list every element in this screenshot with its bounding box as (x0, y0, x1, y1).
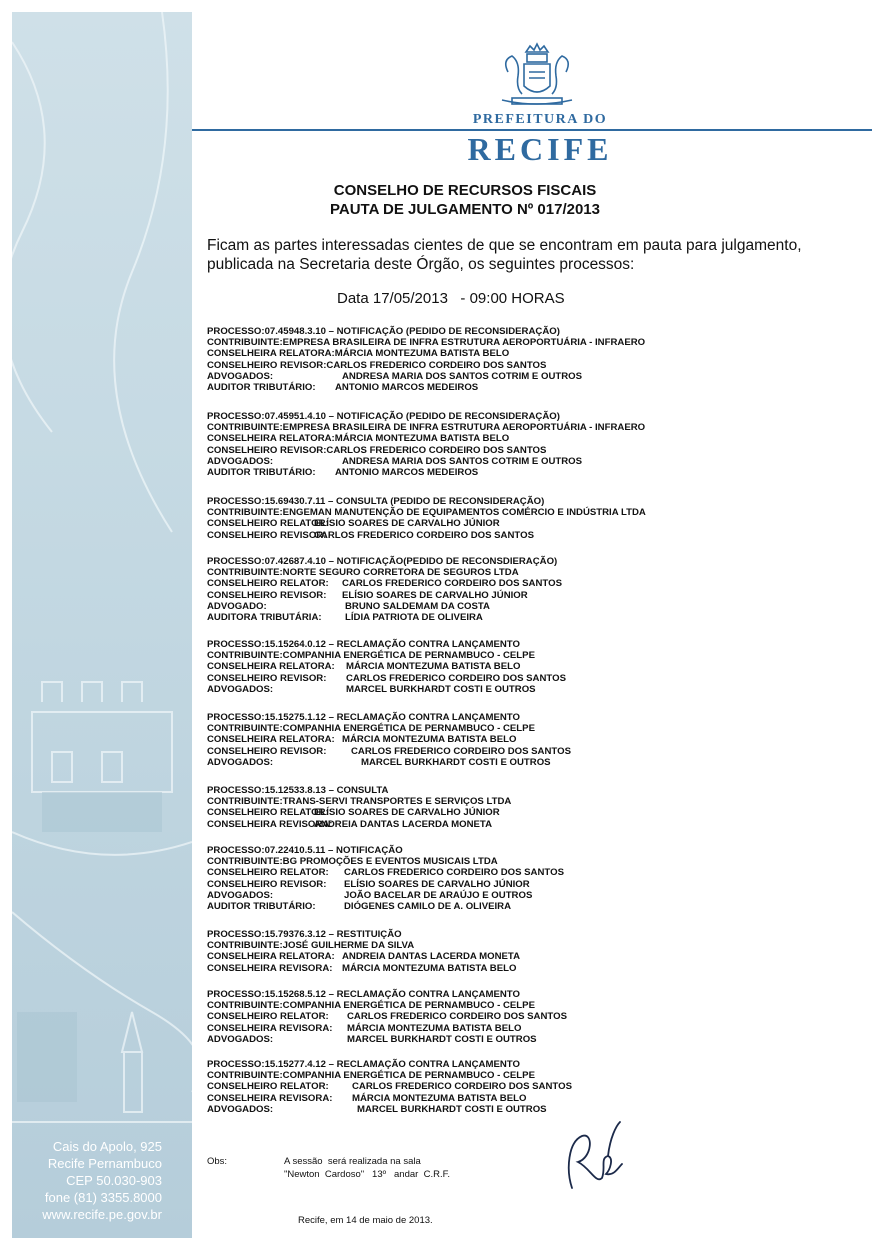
process-field-value: CARLOS FREDERICO CORDEIRO DOS SANTOS (347, 1011, 567, 1023)
process-detail-row (207, 601, 557, 612)
process-detail-row (207, 734, 520, 745)
address-street: Cais do Apolo, 925 (52, 1139, 162, 1154)
process-detail-row (207, 962, 517, 974)
process-field-label: CONSELHEIRA RELATORA: (207, 734, 335, 746)
process-field-label: CONSELHEIRO REVISOR:CARLOS FREDERICO CORDEIRO DOS SANTOS (207, 359, 547, 371)
process-title: PROCESSO:15.15268.5.12 – RECLAMAÇÃO CONTRA LANÇAMENTO (207, 989, 520, 1000)
process-detail-row (207, 951, 521, 963)
process-detail-row (207, 518, 544, 529)
intro-line-2: publicada na Secretaria deste Órgão, os seguintes processos: (207, 256, 635, 273)
process-field-value: CARLOS FREDERICO CORDEIRO DOS SANTOS (346, 672, 566, 684)
process-field-value: MARCEL BURKHARDT COSTI E OUTROS (347, 1033, 537, 1045)
sidebar-panel (12, 12, 192, 1238)
process-detail-row (207, 1081, 572, 1093)
coat-of-arms-logo (496, 42, 578, 110)
process-field-label: CONTRIBUINTE:EMPRESA BRASILEIRA DE INFRA ESTRUTURA AEROPORTUÁRIA - INFRAERO (207, 422, 646, 434)
process-field-value: MARCEL BURKHARDT COSTI E OUTROS (357, 1103, 547, 1115)
process-field-value: MÁRCIA MONTEZUMA BATISTA BELO (347, 1022, 522, 1034)
brand-recife: RECIFE (467, 131, 613, 167)
process-detail-row (207, 612, 557, 623)
process-field-value: MÁRCIA MONTEZUMA BATISTA BELO (342, 962, 517, 974)
handwritten-signature (562, 1118, 626, 1196)
process-detail-row (207, 807, 500, 819)
process-detail-row (207, 530, 544, 541)
process-field-label: AUDITOR TRIBUTÁRIO: (207, 900, 316, 912)
process-detail-row (207, 1070, 535, 1082)
process-field-label: ADVOGADO: (207, 600, 267, 612)
process-title: PROCESSO:15.79376.3.12 – RESTITUIÇÃO (207, 929, 402, 940)
process-field-label: ADVOGADOS: (207, 1103, 274, 1115)
process-field-label: ADVOGADOS: (207, 756, 274, 768)
process-field-value: ANTONIO MARCOS MEDEIROS (335, 381, 479, 393)
process-field-label: ADVOGADOS: (207, 683, 274, 695)
process-field-label: ADVOGADOS: (207, 455, 274, 467)
process-detail-row (207, 422, 646, 434)
process-field-label: CONSELHEIRA REVISORA: (207, 962, 333, 974)
process-field-label: CONTRIBUINTE:TRANS-SERVI TRANSPORTES E SERVIÇOS LTDA (207, 796, 512, 808)
process-field-value: ANTONIO MARCOS MEDEIROS (335, 466, 479, 478)
process-field-label: CONTRIBUINTE:COMPANHIA ENERGÉTICA DE PERNAMBUCO - CELPE (207, 1000, 535, 1012)
process-field-label: AUDITORA TRIBUTÁRIA: (207, 611, 322, 623)
process-detail-row (207, 756, 551, 768)
process-detail-row (207, 1092, 527, 1104)
process-field-value: LÍDIA PATRIOTA DE OLIVEIRA (345, 611, 483, 623)
process-field-label: CONSELHEIRO REVISOR: (207, 672, 327, 684)
process-title: PROCESSO:15.69430.7.11 – CONSULTA (PEDIDO DE RECONSIDERAÇÃO) (207, 496, 545, 507)
process-item (207, 989, 567, 1045)
process-field-value: CARLOS FREDERICO CORDEIRO DOS SANTOS (314, 529, 534, 541)
process-field-label: AUDITOR TRIBUTÁRIO: (207, 381, 316, 393)
process-item (207, 929, 521, 974)
process-field-value: MÁRCIA MONTEZUMA BATISTA BELO (346, 661, 521, 673)
process-field-value: JOÃO BACELAR DE ARAÚJO E OUTROS (344, 889, 533, 901)
process-detail-row (207, 1000, 535, 1012)
process-title: PROCESSO:15.15275.1.12 – RECLAMAÇÃO CONTRA LANÇAMENTO (207, 712, 520, 723)
process-title: PROCESSO:07.42687.4.10 – NOTIFICAÇÃO(PEDIDO DE RECONSDIERAÇÃO) (207, 556, 558, 567)
process-field-value: MARCEL BURKHARDT COSTI E OUTROS (361, 756, 551, 768)
process-field-label: CONSELHEIRO RELATOR: (207, 1011, 329, 1023)
process-field-value: MÁRCIA MONTEZUMA BATISTA BELO (352, 1092, 527, 1104)
process-field-value: ELÍSIO SOARES DE CARVALHO JÚNIOR (314, 807, 500, 819)
process-detail-row (207, 672, 566, 684)
process-field-value: ELÍSIO SOARES DE CARVALHO JÚNIOR (344, 878, 530, 890)
process-field-label: CONSELHEIRO RELATOR: (207, 578, 329, 590)
process-title: PROCESSO:15.12533.8.13 – CONSULTA (207, 785, 389, 796)
obs-line-2: "Newton Cardoso" 13º andar C.R.F. (284, 1169, 450, 1180)
process-title: PROCESSO:07.45948.3.10 – NOTIFICAÇÃO (PEDIDO DE RECONSIDERAÇÃO) (207, 326, 560, 337)
city-watermark-illustration (12, 12, 192, 1238)
process-field-label: CONSELHEIRO REVISOR: (207, 589, 327, 601)
process-detail-row (207, 867, 564, 879)
process-field-label: CONSELHEIRO RELATOR: (207, 867, 329, 879)
process-field-value: ANDREIA DANTAS LACERDA MONETA (314, 818, 493, 830)
process-detail-row (207, 370, 583, 382)
intro-paragraph (207, 236, 847, 274)
process-item (207, 845, 564, 912)
process-item (207, 496, 646, 541)
process-detail-row (207, 590, 557, 601)
process-field-label: CONSELHEIRA RELATORA:MÁRCIA MONTEZUMA BATISTA BELO (207, 433, 510, 445)
process-title: PROCESSO:15.15264.0.12 – RECLAMAÇÃO CONTRA LANÇAMENTO (207, 639, 520, 650)
process-title: PROCESSO:15.15277.4.12 – RECLAMAÇÃO CONTRA LANÇAMENTO (207, 1059, 520, 1070)
obs-label: Obs: (207, 1156, 228, 1167)
process-field-label: ADVOGADOS: (207, 370, 274, 382)
process-field-label: CONSELHEIRO REVISOR: (207, 529, 327, 541)
process-detail-row (207, 1011, 567, 1023)
process-field-value: CARLOS FREDERICO CORDEIRO DOS SANTOS (352, 1081, 572, 1093)
obs-line-1: A sessão será realizada na sala (284, 1156, 421, 1167)
address-city: Recife Pernambuco (47, 1156, 162, 1171)
process-detail-row (207, 467, 560, 478)
process-item (207, 556, 562, 623)
process-detail-row (207, 507, 646, 519)
process-field-label: CONSELHEIRA REVISORA: (207, 818, 333, 830)
process-detail-row (207, 683, 536, 695)
process-detail-row (207, 878, 530, 890)
process-field-label: CONSELHEIRA RELATORA: (207, 661, 335, 673)
process-field-value: ELÍSIO SOARES DE CARVALHO JÚNIOR (342, 589, 528, 601)
process-detail-row (207, 796, 512, 808)
process-field-value: ELÍSIO SOARES DE CARVALHO JÚNIOR (314, 518, 500, 530)
process-field-value: CARLOS FREDERICO CORDEIRO DOS SANTOS (344, 867, 564, 879)
address-phone: fone (81) 3355.8000 (44, 1190, 162, 1205)
process-field-value: CARLOS FREDERICO CORDEIRO DOS SANTOS (351, 745, 571, 757)
process-field-label: CONSELHEIRO REVISOR: (207, 878, 327, 890)
address-block (42, 1138, 162, 1223)
intro-line-1: Ficam as partes interessadas cientes de que se encontram em pauta para julgamento, (207, 237, 802, 254)
process-detail-row (207, 745, 571, 757)
process-detail-row (207, 1103, 547, 1115)
process-field-label: CONSELHEIRA RELATORA:MÁRCIA MONTEZUMA BATISTA BELO (207, 348, 510, 360)
process-field-label: CONSELHEIRO RELATOR: (207, 518, 329, 530)
process-detail-row (207, 348, 560, 359)
process-field-label: CONSELHEIRO RELATOR: (207, 807, 329, 819)
process-item (207, 712, 571, 768)
agenda-title: PAUTA DE JULGAMENTO Nº 017/2013 (330, 201, 600, 218)
council-title: CONSELHO DE RECURSOS FISCAIS (333, 182, 597, 199)
process-field-label: CONSELHEIRA REVISORA: (207, 1022, 333, 1034)
process-detail-row (207, 382, 560, 393)
process-detail-row (207, 723, 535, 735)
process-field-value: ANDRESA MARIA DOS SANTOS COTRIM E OUTROS (342, 455, 583, 467)
brand-prefeitura: PREFEITURA DO (472, 112, 608, 127)
process-field-label: CONSELHEIRA REVISORA: (207, 1092, 333, 1104)
obs-text (284, 1155, 450, 1181)
process-item (207, 639, 566, 695)
process-detail-row (207, 661, 520, 672)
process-detail-row (207, 1033, 537, 1045)
process-field-label: ADVOGADOS: (207, 889, 274, 901)
process-field-label: CONTRIBUINTE:EMPRESA BRASILEIRA DE INFRA ESTRUTURA AEROPORTUÁRIA - INFRAERO (207, 337, 646, 349)
process-detail-row (207, 818, 493, 830)
process-detail-row (207, 889, 533, 901)
process-detail-row (207, 337, 646, 349)
process-field-label: CONSELHEIRO REVISOR: (207, 745, 327, 757)
process-field-label: CONTRIBUINTE:BG PROMOÇÕES E EVENTOS MUSICAIS LTDA (207, 856, 498, 868)
session-date: Data 17/05/2013 - 09:00 HORAS (337, 290, 565, 307)
process-title: PROCESSO:07.45951.4.10 – NOTIFICAÇÃO (PEDIDO DE RECONSIDERAÇÃO) (207, 411, 560, 422)
process-detail-row (207, 567, 557, 578)
process-item (207, 785, 512, 830)
process-title: PROCESSO:07.22410.5.11 – NOTIFICAÇÃO (207, 845, 403, 856)
process-field-value: ANDRESA MARIA DOS SANTOS COTRIM E OUTROS (342, 370, 583, 382)
process-detail-row (207, 445, 560, 456)
signature-date-line: Recife, em 14 de maio de 2013. (298, 1215, 433, 1226)
process-field-value: DIÓGENES CAMILO DE A. OLIVEIRA (344, 900, 512, 912)
process-item (207, 1059, 572, 1115)
address-cep: CEP 50.030-903 (66, 1173, 162, 1188)
process-field-label: CONTRIBUINTE:ENGEMAN MANUTENÇÃO DE EQUIPAMENTOS COMÉRCIO E INDÚSTRIA LTDA (207, 507, 646, 519)
process-field-label: CONTRIBUINTE:JOSÉ GUILHERME DA SILVA (207, 940, 415, 952)
process-field-label: CONSELHEIRA RELATORA: (207, 951, 335, 963)
process-field-label: CONTRIBUINTE:NORTE SEGURO CORRETORA DE SEGUROS LTDA (207, 567, 519, 579)
process-detail-row (207, 940, 415, 952)
process-field-label: CONSELHEIRO REVISOR:CARLOS FREDERICO CORDEIRO DOS SANTOS (207, 444, 547, 456)
process-detail-row (207, 578, 562, 590)
process-field-value: BRUNO SALDEMAM DA COSTA (345, 600, 490, 612)
process-field-value: MÁRCIA MONTEZUMA BATISTA BELO (342, 734, 517, 746)
process-field-label: ADVOGADOS: (207, 1033, 274, 1045)
process-field-label: CONSELHEIRO RELATOR: (207, 1081, 329, 1093)
process-detail-row (207, 360, 560, 371)
process-item (207, 411, 646, 478)
process-field-value: MARCEL BURKHARDT COSTI E OUTROS (346, 683, 536, 695)
process-field-value: ANDREIA DANTAS LACERDA MONETA (342, 951, 521, 963)
process-field-label: CONTRIBUINTE:COMPANHIA ENERGÉTICA DE PERNAMBUCO - CELPE (207, 723, 535, 735)
process-detail-row (207, 1023, 520, 1034)
process-field-label: CONTRIBUINTE:COMPANHIA ENERGÉTICA DE PERNAMBUCO - CELPE (207, 1070, 535, 1082)
process-detail-row (207, 900, 512, 912)
process-detail-row (207, 433, 560, 444)
process-detail-row (207, 650, 535, 662)
address-website: www.recife.pe.gov.br (42, 1207, 162, 1222)
process-detail-row (207, 856, 498, 868)
process-field-label: CONTRIBUINTE:COMPANHIA ENERGÉTICA DE PERNAMBUCO - CELPE (207, 650, 535, 662)
process-detail-row (207, 455, 583, 467)
process-field-label: AUDITOR TRIBUTÁRIO: (207, 466, 316, 478)
process-field-value: CARLOS FREDERICO CORDEIRO DOS SANTOS (342, 578, 562, 590)
process-item (207, 326, 646, 393)
